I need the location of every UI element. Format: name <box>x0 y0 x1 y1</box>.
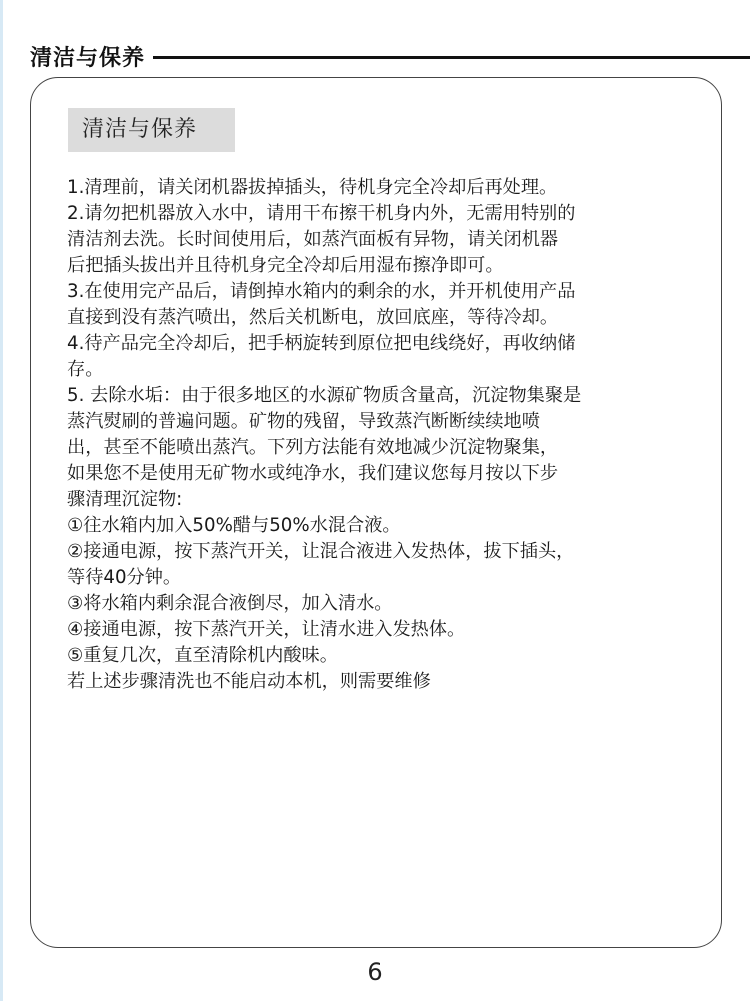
instruction-line: ③将水箱内剩余混合液倒尽，加入清水。 <box>67 593 393 614</box>
descaling-step-5 <box>67 643 707 669</box>
instruction-line: 1.清理前，请关闭机器拔掉插头，待机身完全冷却后再处理。 <box>67 177 558 198</box>
instruction-line: 直接到没有蒸汽喷出，然后关机断电，放回底座，等待冷却。 <box>67 307 559 328</box>
instruction-line: ④接通电源，按下蒸汽开关，让清水进入发热体。 <box>67 619 466 640</box>
descaling-step-2 <box>67 539 707 591</box>
card-heading: 清洁与保养 <box>68 108 235 152</box>
instruction-line: 4.待产品完全冷却后，把手柄旋转到原位把电线绕好，再收纳储 <box>67 333 576 354</box>
section-title: 清洁与保养 <box>30 45 146 71</box>
section-rule <box>153 56 750 59</box>
instruction-line: 后把插头拔出并且待机身完全冷却后用湿布擦净即可。 <box>67 255 504 276</box>
section-header <box>30 40 750 72</box>
descaling-step-1 <box>67 513 707 539</box>
instruction-line: ②接通电源，按下蒸汽开关，让混合液进入发热体，拔下插头， <box>67 541 575 562</box>
descaling-step-4 <box>67 617 707 643</box>
instruction-line: 蒸汽熨刷的普遍问题。矿物的残留，导致蒸汽断断续续地喷 <box>67 411 540 432</box>
instruction-line: 3.在使用完产品后，请倒掉水箱内的剩余的水，并开机使用产品 <box>67 281 576 302</box>
instruction-item-2 <box>67 201 707 279</box>
instruction-line: 2.请勿把机器放入水中，请用干布擦干机身内外，无需用特别的 <box>67 203 576 224</box>
instruction-line: 出，甚至不能喷出蒸汽。下列方法能有效地减少沉淀物聚集， <box>67 437 559 458</box>
instruction-line: 若上述步骤清洗也不能启动本机，则需要维修 <box>67 671 431 692</box>
instruction-line: 5. 去除水垢：由于很多地区的水源矿物质含量高，沉淀物集聚是 <box>67 385 582 406</box>
left-edge-accent <box>0 0 3 1001</box>
instruction-item-3 <box>67 279 707 331</box>
repair-note <box>67 669 707 695</box>
instruction-line: 存。 <box>67 359 104 380</box>
descaling-step-3 <box>67 591 707 617</box>
instruction-item-4 <box>67 331 707 383</box>
instruction-item-1 <box>67 175 707 201</box>
instruction-line: 等待40分钟。 <box>67 567 182 588</box>
page-number: 6 <box>367 958 383 986</box>
instruction-line: 骤清理沉淀物: <box>67 489 183 510</box>
instruction-line: 如果您不是使用无矿物水或纯净水，我们建议您每月按以下步 <box>67 463 559 484</box>
instructions-list <box>67 175 707 695</box>
instruction-line: ⑤重复几次，直至清除机内酸味。 <box>67 645 338 666</box>
instruction-item-5 <box>67 383 707 513</box>
instruction-line: ①往水箱内加入50%醋与50%水混合液。 <box>67 515 401 536</box>
instruction-line: 清洁剂去洗。长时间使用后，如蒸汽面板有异物，请关闭机器 <box>67 229 559 250</box>
instructions-card <box>30 77 722 948</box>
